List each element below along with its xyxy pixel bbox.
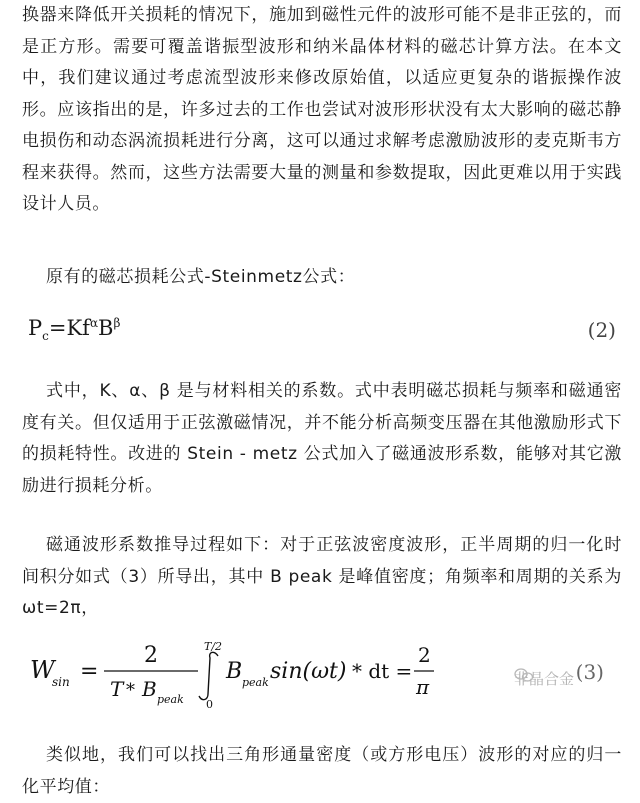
formula-subscript: sin bbox=[52, 675, 70, 689]
formula-numerator: 2 bbox=[418, 643, 431, 667]
formula-superscript: β bbox=[113, 316, 121, 330]
formula-subscript: peak bbox=[242, 676, 269, 689]
watermark-text: 非晶合金 bbox=[514, 670, 575, 688]
equation-2 bbox=[22, 316, 622, 346]
formula-operator: * dt = bbox=[352, 659, 413, 683]
integral-formula bbox=[22, 630, 442, 710]
paragraph-intro: 换器来降低开关损耗的情况下，施加到磁性元件的波形可能不是非正弦的，而是正方形。需要可覆盖谐振型波形和纳米晶体材料的磁芯计算方法。在本文中，我们建议通过考虑流型波形来修改原始值，以适应更复杂的谐振操作波形。应该指出的是，许多过去的工作也尝试对波形形状没有太大影响的磁芯静电损伤和动态涡流损耗进行分离，这可以通过求解考虑激励波形的麦克斯韦方程来获得。然而，这些方法需要大量的测量和参数提取，因此更难以用于实践设计人员。 bbox=[22, 5, 622, 214]
paragraph-coefficients: 式中，K、α、β 是与材料相关的系数。式中表明磁芯损耗与频率和磁通密度有关。但仅适用于正弦激磁情况，并不能分析高频变压器在其他激励形式下的损耗特性。改进的 Stein - metz 公式加入了磁通波形系数，能够对其它激励进行损耗分析。 bbox=[22, 381, 622, 496]
integral-upper-limit: T/2 bbox=[204, 640, 223, 653]
formula-symbol: π bbox=[416, 675, 430, 699]
formula-subscript: peak bbox=[157, 693, 184, 706]
paragraph-triangle: 类似地，我们可以找出三角形通量密度（或方形电压）波形的对应的归一化平均值： bbox=[22, 745, 622, 797]
wechat-icon bbox=[514, 668, 534, 682]
formula-numerator: 2 bbox=[144, 643, 158, 668]
formula-operator: = bbox=[80, 659, 99, 684]
formula-symbol: B bbox=[226, 659, 243, 684]
formula-subscript: c bbox=[42, 329, 49, 344]
paragraph-steinmetz-heading: 原有的磁芯损耗公式-Steinmetz公式： bbox=[46, 267, 356, 287]
steinmetz-formula bbox=[28, 316, 120, 343]
watermark bbox=[514, 668, 574, 689]
formula-symbol: T bbox=[110, 677, 124, 701]
formula-operator: * bbox=[126, 680, 135, 701]
formula-superscript: α bbox=[89, 316, 99, 330]
formula-symbol: P bbox=[28, 316, 43, 340]
equation-3 bbox=[22, 630, 622, 710]
equation-number: (3) bbox=[575, 660, 604, 684]
formula-symbol: B bbox=[98, 316, 114, 340]
paragraph-derivation: 磁通波形系数推导过程如下：对于正弦波密度波形，正半周期的归一化时间积分如式（3）所导出，其中 B peak 是峰值密度；角频率和周期的关系为 ωt=2π， bbox=[22, 535, 622, 618]
integral-sign bbox=[199, 652, 218, 699]
integral-lower-limit: 0 bbox=[206, 698, 213, 710]
equation-number: (2) bbox=[587, 318, 616, 342]
formula-function: sin(ωt) bbox=[270, 659, 347, 684]
formula-symbol: B bbox=[142, 677, 157, 701]
formula-symbol: =Kf bbox=[48, 316, 90, 340]
formula-symbol: W bbox=[30, 656, 55, 684]
